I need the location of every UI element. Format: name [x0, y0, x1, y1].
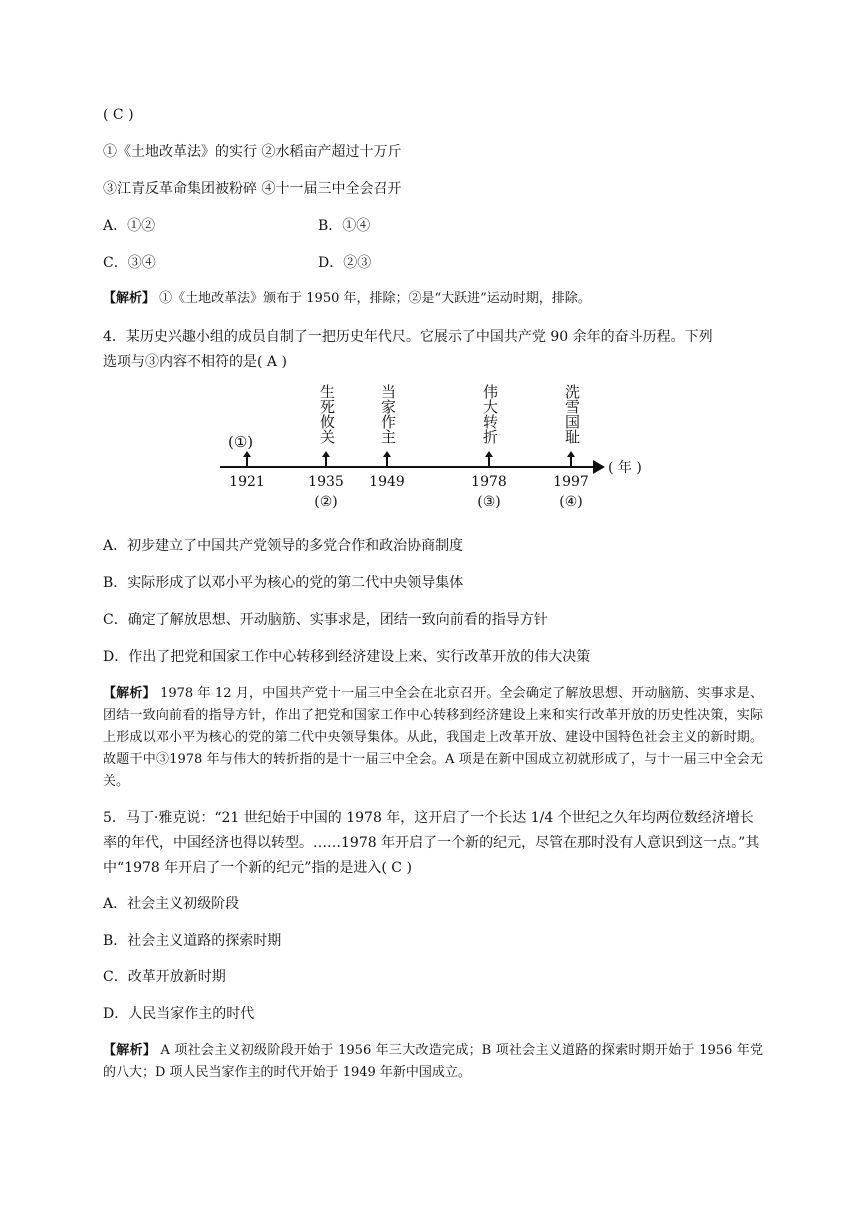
q5-option-c: C．改革开放新时期 — [103, 969, 226, 985]
tick-1997 — [570, 456, 572, 466]
q4-explanation — [103, 683, 763, 793]
explain-tag: 【解析】 — [103, 686, 156, 701]
explain-tag: 【解析】 — [103, 291, 156, 306]
q3-items-line2: ③江青反革命集团被粉碎 ④十一届三中全会召开 — [103, 181, 402, 197]
year-1949: 1949 — [369, 474, 405, 490]
q4-option-c: C．确定了解放思想、开动脑筋、实事求是，团结一致向前看的指导方针 — [103, 612, 548, 628]
timeline-label-1: (①) — [228, 433, 254, 451]
q5-explanation — [103, 1040, 763, 1084]
q3-option-a: A．①② — [103, 218, 156, 234]
q3-option-d: D．②③ — [318, 255, 372, 271]
explain-tag: 【解析】 — [103, 1043, 157, 1058]
history-timeline — [210, 378, 650, 518]
q3-option-b: B．①④ — [318, 218, 371, 234]
explain-text: 1978 年 12 月，中国共产党十一届三中全会在北京召开。全会确定了解放思想、开动脑筋、实事求是、团结一致向前看的指导方针，作出了把党和国家工作中心转移到经济建设上来和实行改革开放的历史性决策，实际上形成以邓小平为核心的党的第二代中央领导集体。从此，我国走上改革开放、建设中国特色社会主义的新时期。故题干中③1978 年与伟大的转折指的是十一届三中全会。A 项是在新中国成立初就形成了，与十一届三中全会无关。 — [103, 686, 763, 789]
q5-stem: 5．马丁·雅克说：“21 世纪始于中国的 1978 年，这开启了一个长达 1/4 个世纪之久年均两位数经济增长率的年代，中国经济也得以转型。……1978 年开启了一个新的纪元，尽管在那时没有人意识到这一点。”其中“1978 年开启了一个新的纪元”指的是进入( C ) — [103, 810, 760, 876]
q5-option-d: D．人民当家作主的时代 — [103, 1006, 255, 1022]
q5-option-a: A．社会主义初级阶段 — [103, 896, 240, 912]
q3-options-row2 — [103, 253, 703, 273]
year-1978: 1978 — [471, 474, 507, 490]
circled-3: (③) — [477, 494, 501, 510]
year-1935: 1935 — [308, 474, 344, 490]
q4-stem-line1: 4．某历史兴趣小组的成员自制了一把历史年代尺。它展示了中国共产党 90 余年的奋斗历程。下列 — [103, 329, 713, 345]
event-label-1997: 洗雪国耻 — [563, 384, 581, 444]
event-label-1949: 当家作主 — [379, 384, 397, 444]
q4-option-a: A．初步建立了中国共产党领导的多党合作和政治协商制度 — [103, 538, 464, 554]
timeline-unit: ( 年 ) — [608, 460, 642, 476]
tick-1978 — [488, 456, 490, 466]
axis-arrow-icon — [593, 460, 605, 474]
tick-1949 — [386, 456, 388, 466]
event-label-1935: 生死攸关 — [318, 384, 336, 444]
q5-option-b: B．社会主义道路的探索时期 — [103, 933, 282, 949]
q4-option-b: B．实际形成了以邓小平为核心的党的第二代中央领导集体 — [103, 575, 464, 591]
q3-options-row1 — [103, 216, 703, 236]
q3-answer: ( C ) — [103, 107, 134, 123]
q4-option-d: D．作出了把党和国家工作中心转移到经济建设上来、实行改革开放的伟大决策 — [103, 649, 591, 665]
q3-option-c: C．③④ — [103, 255, 156, 271]
year-1997: 1997 — [553, 474, 589, 490]
tick-1921 — [246, 456, 248, 466]
q3-explanation — [103, 289, 591, 309]
explain-text: ①《土地改革法》颁布于 1950 年，排除；②是“大跃进”运动时期，排除。 — [155, 291, 591, 306]
timeline-axis — [220, 466, 595, 468]
event-label-1978: 伟大转折 — [481, 384, 499, 444]
circled-4: (④) — [559, 494, 583, 510]
year-1921: 1921 — [229, 474, 265, 490]
explain-text: A 项社会主义初级阶段开始于 1956 年三大改造完成；B 项社会主义道路的探索时期开始于 1956 年党的八大；D 项人民当家作主的时代开始于 1949 年新中国成立。 — [103, 1043, 763, 1080]
q4-stem-line2: 选项与③内容不相符的是( A ) — [103, 354, 287, 370]
q3-items-line1: ①《土地改革法》的实行 ②水稻亩产超过十万斤 — [103, 144, 402, 160]
tick-1935 — [325, 456, 327, 466]
circled-2: (②) — [314, 494, 338, 510]
